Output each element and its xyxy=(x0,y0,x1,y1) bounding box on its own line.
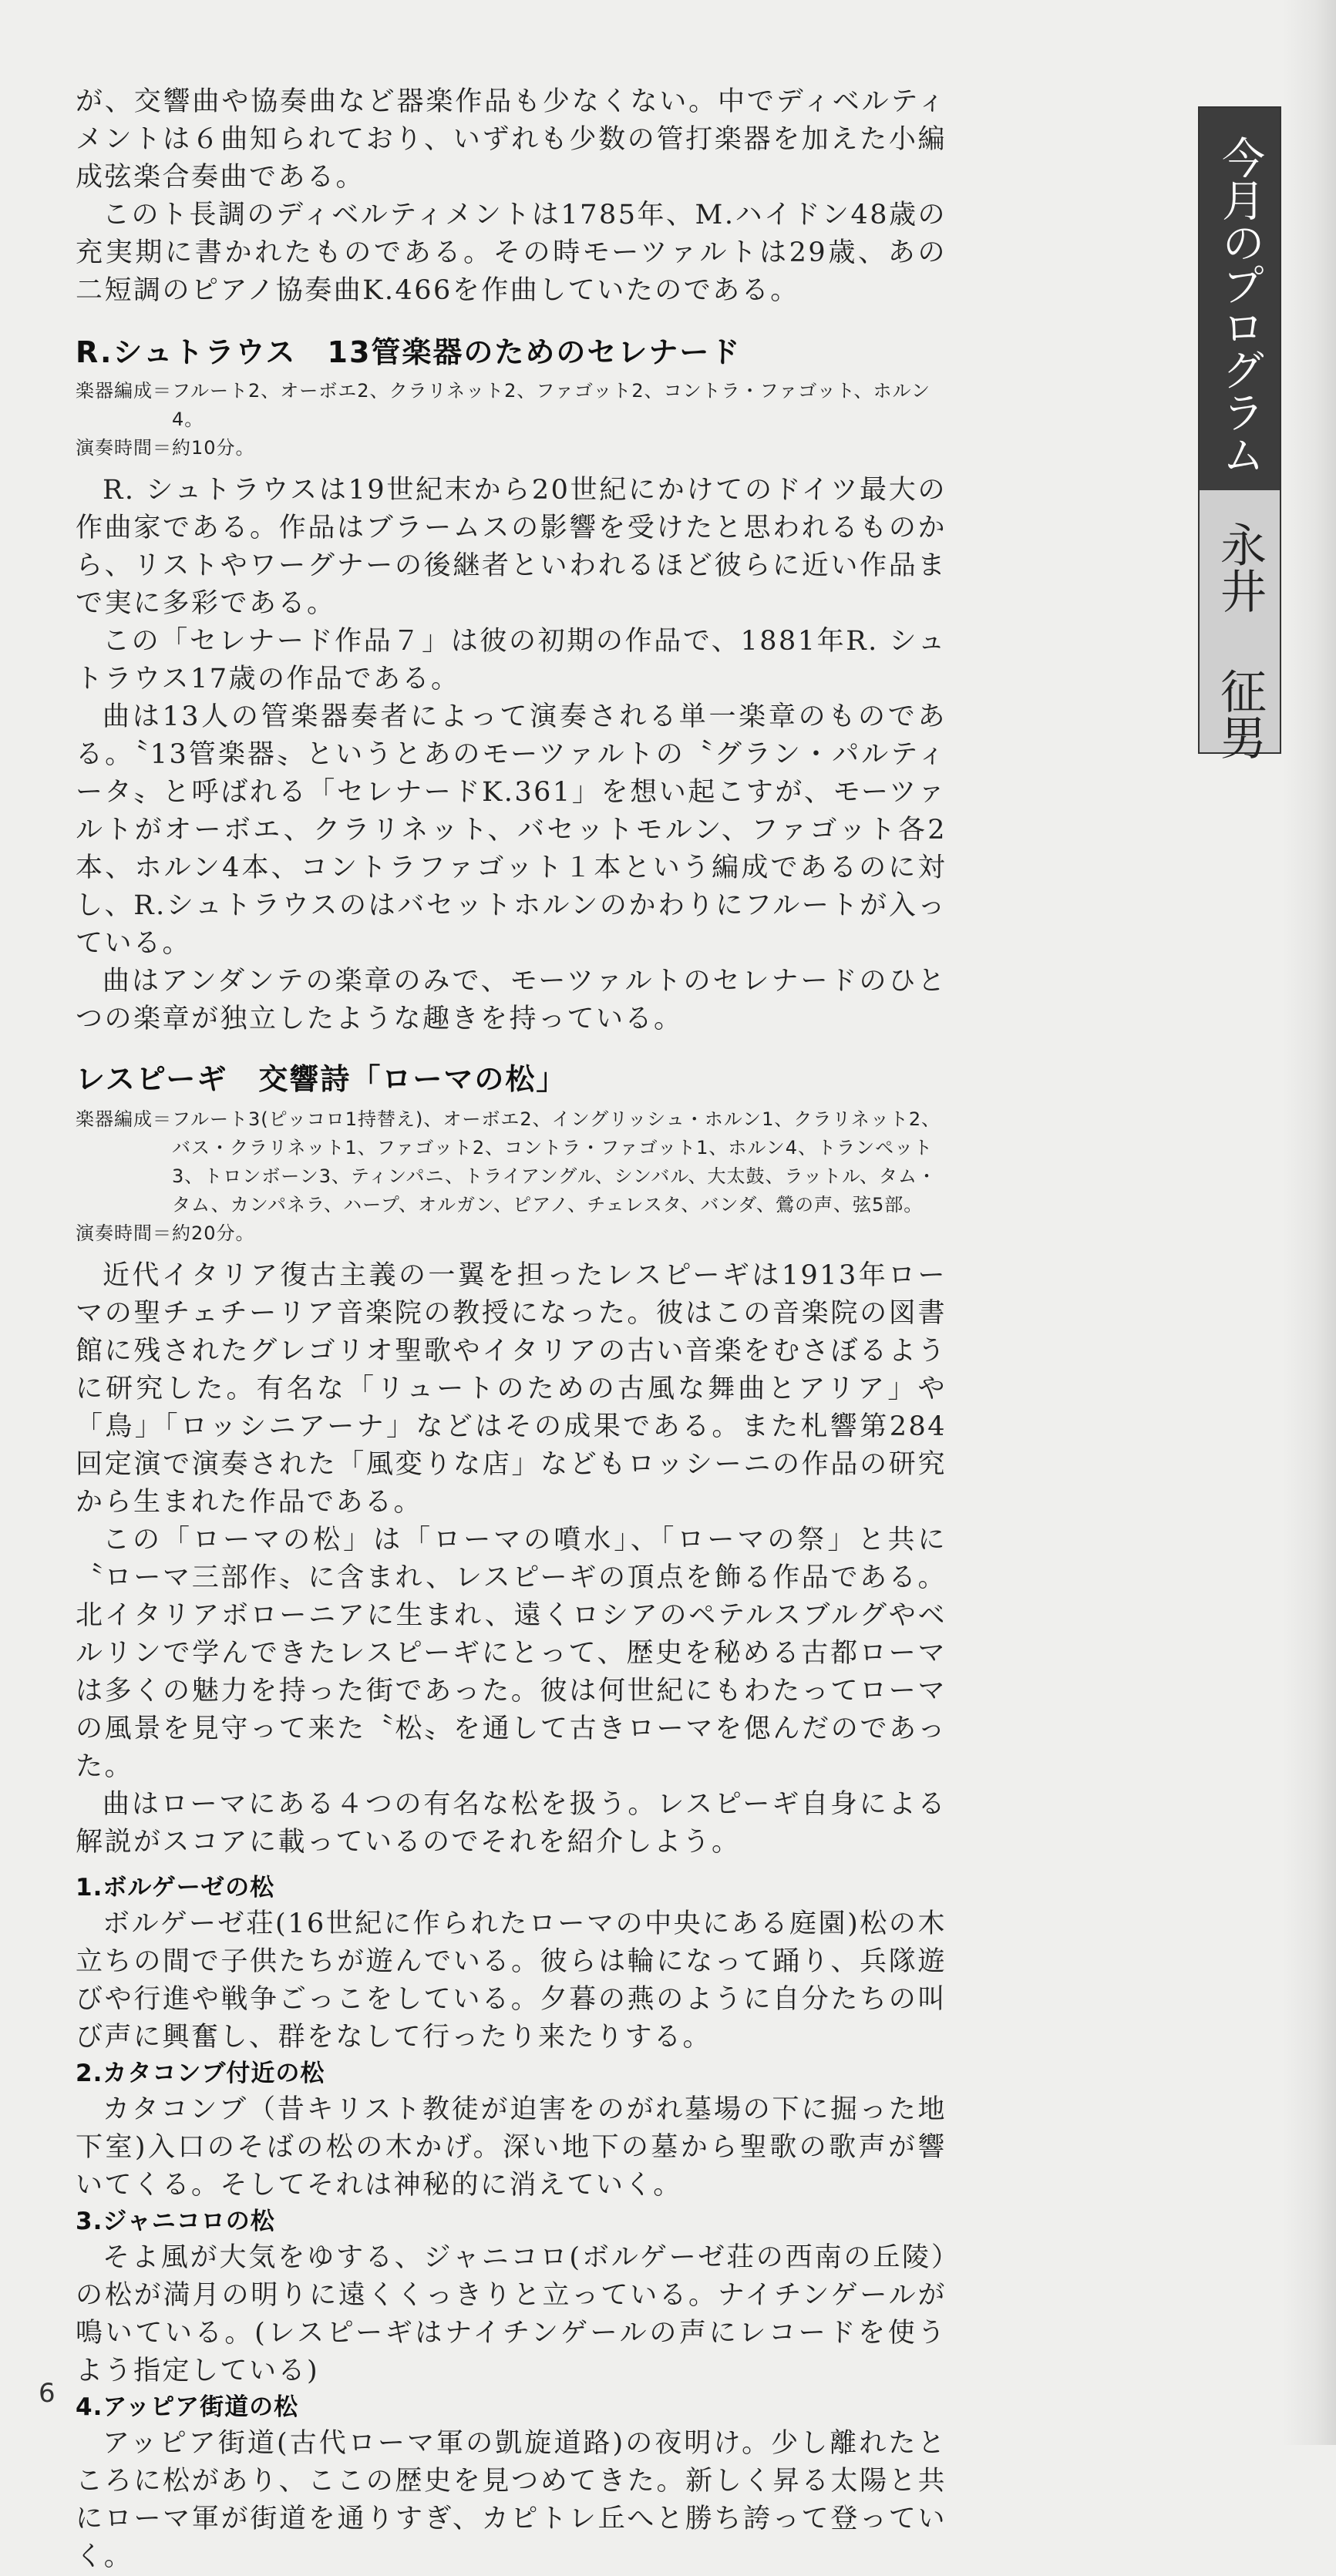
strauss-info xyxy=(76,377,947,462)
pine-1-title: 1.ボルゲーゼの松 xyxy=(76,1874,275,1902)
pine-4-text: アッピア街道(古代ローマ軍の凱旋道路)の夜明け。少し離れたところに松があり、ここの歴史を見つめてきた。新しく昇る太陽と共にローマ軍が街道を通りすぎ、カピトレ丘へと勝ち誇って登っていく。 xyxy=(76,2428,947,2572)
respighi-paragraph-3: 曲はローマにある４つの有名な松を扱う。レスピーギ自身による解説がスコアに載っているのでそれを紹介しよう。 xyxy=(76,1789,947,1858)
strauss-section xyxy=(76,328,947,1038)
respighi-instr-label: 楽器編成＝ xyxy=(76,1108,172,1130)
strauss-instr-value: フルート2、オーボエ2、クラリネット2、ファゴット2、コントラ・ファゴット、ホルン4。 xyxy=(172,380,930,430)
intro-paragraph-1: が、交響曲や協奏曲など器楽作品も少なくない。中でディベルティメントは６曲知られており、いずれも少数の管打楽器を加えた小編成弦楽合奏曲である。 xyxy=(76,86,947,193)
respighi-time-label: 演奏時間＝ xyxy=(76,1222,172,1244)
program-notes-column xyxy=(76,83,947,2576)
pine-4-title: 4.アッピア街道の松 xyxy=(76,2393,299,2421)
pine-3-title: 3.ジャニコロの松 xyxy=(76,2208,275,2235)
page-number: 6 xyxy=(39,2378,56,2409)
pine-2-title: 2.カタコンブ付近の松 xyxy=(76,2060,325,2087)
respighi-section xyxy=(76,1055,947,2576)
respighi-heading: レスピーギ 交響詩「ローマの松」 xyxy=(76,1062,567,1096)
respighi-body xyxy=(76,1257,947,1861)
strauss-time-value: 約10分。 xyxy=(172,437,255,459)
respighi-instr-value: フルート3(ピッコロ1持替え)、オーボエ2、イングリッシュ・ホルン1、クラリネット2、バス・クラリネット1、ファゴット2、コントラ・ファゴット1、ホルン4、トランペット3、トロンボーン3、ティンパニ、トライアングル、シンバル、大太鼓、ラットル、タム・タム、カンパネラ、ハープ、オルガン、ピアノ、チェレスタ、バンダ、鶯の声、弦5部。 xyxy=(172,1108,941,1216)
respighi-info xyxy=(76,1105,947,1248)
intro-section xyxy=(76,83,947,310)
strauss-instr-label: 楽器編成＝ xyxy=(76,380,172,402)
strauss-paragraph-2: この「セレナード作品７」は彼の初期の作品で、1881年R. シュトラウス17歳の作品である。 xyxy=(76,626,947,694)
page-edge-shadow xyxy=(1282,0,1336,2445)
pine-1-text: ボルゲーゼ荘(16世紀に作られたローマの中央にある庭園)松の木立ちの間で子供たちが遊んでいる。彼らは輪になって踊り、兵隊遊びや行進や戦争ごっこをしている。夕暮の燕のように自分たちの叫び声に興奮し、群をなして行ったり来たりする。 xyxy=(76,1908,947,2053)
pine-2-text: カタコンブ（昔キリスト教徒が迫害をのがれ墓場の下に掘った地下室)入口のそばの松の木かげ。深い地下の墓から聖歌の歌声が響いてくる。そしてそれは神秘的に消えていく。 xyxy=(76,2094,947,2201)
respighi-paragraph-1: 近代イタリア復古主義の一翼を担ったレスピーギは1913年ローマの聖チェチーリア音楽院の教授になった。彼はこの音楽院の図書館に残されたグレゴリオ聖歌やイタリアの古い音楽をむさぼるように研究した。有名な「リュートのための古風な舞曲とアリア」や「鳥」「ロッシニアーナ」などはその成果である。また札響第284回定演で演奏された「風変りな店」などもロッシーニの作品の研究から生まれた作品である。 xyxy=(76,1260,947,1518)
intro-paragraph-2: このト長調のディベルティメントは1785年、M.ハイドン48歳の充実期に書かれたものである。その時モーツァルトは29歳、あの二短調のピアノ協奏曲K.466を作曲していたのである。 xyxy=(76,200,947,306)
side-tab xyxy=(1198,106,1281,760)
side-tab-author: 永井 征男 xyxy=(1213,521,1267,760)
strauss-paragraph-4: 曲はアンダンテの楽章のみで、モーツァルトのセレナードのひとつの楽章が独立したような趣きを持っている。 xyxy=(76,966,947,1034)
strauss-paragraph-3: 曲は13人の管楽器奏者によって演奏される単一楽章のものである。〝13管楽器〟というとあのモーツァルトの〝グラン・パルティータ〟と呼ばれる「セレナードK.361」を想い起こすが、モーツァルトがオーボエ、クラリネット、バセットモルン、ファゴット各2本、ホルン4本、コントラファゴット１本という編成であるのに対し、R.シュトラウスのはバセットホルンのかわりにフルートが入っている。 xyxy=(76,701,947,959)
strauss-time-label: 演奏時間＝ xyxy=(76,437,172,459)
pines-list xyxy=(76,1871,947,2576)
strauss-heading: R.シュトラウス 13管楽器のためのセレナード xyxy=(76,335,742,369)
pine-3-text: そよ風が大気をゆする、ジャニコロ(ボルゲーゼ荘の西南の丘陵）の松が満月の明りに遠くくっきりと立っている。ナイチンゲールが鳴いている。(レスピーギはナイチンゲールの声にレコードを使うよう指定している) xyxy=(76,2242,947,2386)
respighi-paragraph-2: この「ローマの松」は「ローマの噴水」、「ローマの祭」と共に〝ローマ三部作〟に含まれ、レスピーギの頂点を飾る作品である。北イタリアボローニアに生まれ、遠くロシアのペテルスブルグやベルリンで学んできたレスピーギにとって、歴史を秘める古都ローマは多くの魅力を持った街であった。彼は何世紀にもわたってローマの風景を見守って来た〝松〟を通して古きローマを偲んだのであった。 xyxy=(76,1525,947,1782)
respighi-time-value: 約20分。 xyxy=(172,1222,255,1244)
side-tab-author-box xyxy=(1200,490,1280,760)
side-tab-label-box xyxy=(1200,108,1280,490)
strauss-body xyxy=(76,472,947,1038)
side-tab-label: 今月のプログラム xyxy=(1215,136,1265,475)
strauss-paragraph-1: R. シュトラウスは19世紀末から20世紀にかけてのドイツ最大の作曲家である。作品はブラームスの影響を受けたと思われるものから、リストやワーグナーの後継者といわれるほど彼らに近い作品まで実に多彩である。 xyxy=(76,475,947,619)
